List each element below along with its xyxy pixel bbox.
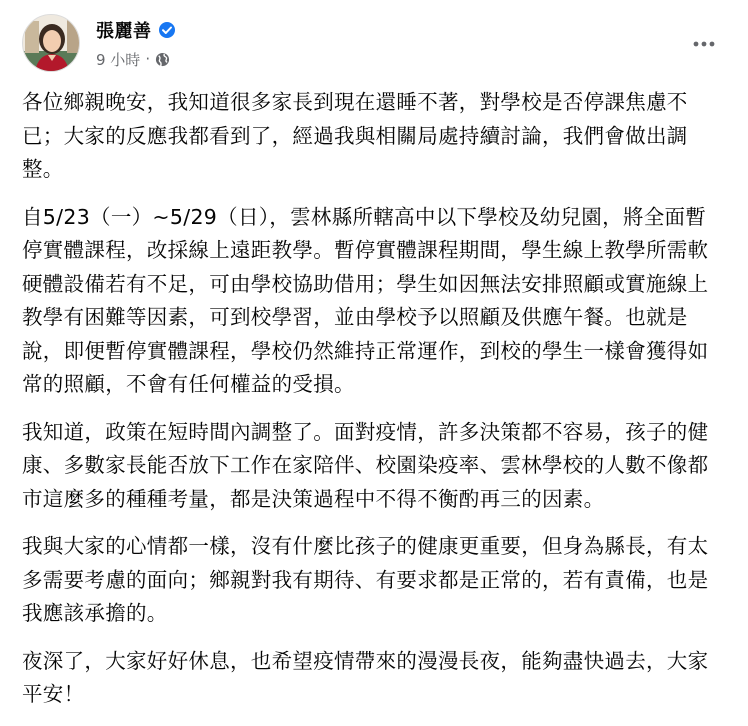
post-paragraph: 我與大家的心情都一樣，沒有什麼比孩子的健康更重要，但身為縣長，有太多需要考慮的面向；鄉親對我有期待、有要求都是正常的，若有責備，也是我應該承擔的。 [22, 534, 709, 625]
post-paragraph: 夜深了，大家好好休息，也希望疫情帶來的漫漫長夜，能夠盡快過去，大家平安！ [22, 648, 709, 706]
post-header [22, 12, 726, 76]
meta-separator: · [145, 50, 151, 68]
globe-icon[interactable] [155, 52, 170, 67]
more-options-button[interactable] [686, 26, 722, 62]
post-paragraph: 我知道，政策在短時間內調整了。面對疫情，許多決策都不容易，孩子的健康、多數家長能否放下工作在家陪伴、校園染疫率、雲林學校的人數不像都市這麼多的種種考量，都是決策過程中不得不衡酌再三的因素。 [22, 419, 709, 511]
post-timestamp[interactable]: 9 小時 [96, 50, 141, 69]
post-content [22, 86, 722, 726]
post-paragraph: 各位鄉親晚安，我知道很多家長到現在還睡不著，對學校是否停課焦慮不已；大家的反應我都看到了，經過我與相關局處持續討論，我們會做出調整。 [22, 90, 688, 181]
author-name[interactable]: 張麗善 [96, 21, 152, 42]
author-name-row [96, 18, 176, 42]
profile-photo [23, 15, 80, 72]
author-avatar[interactable] [22, 14, 80, 72]
post-meta [96, 50, 170, 68]
verified-badge-icon [158, 21, 176, 39]
more-horizontal-icon [693, 41, 715, 47]
post-paragraph: 自5/23（一）~5/29（日），雲林縣所轄高中以下學校及幼兒園，將全面暫停實體課程，改採線上遠距教學。暫停實體課程期間，學生線上教學所需軟硬體設備若有不足，可由學校協助借用；學生如因無法安排照顧或實施線上教學有困難等因素，可到校學習，並由學校予以照顧及供應午餐。也就是說，即便暫停實體課程，學校仍然維持正常運作，到校的學生一樣會獲得如常的照顧，不會有任何權益的受損。 [22, 204, 709, 396]
